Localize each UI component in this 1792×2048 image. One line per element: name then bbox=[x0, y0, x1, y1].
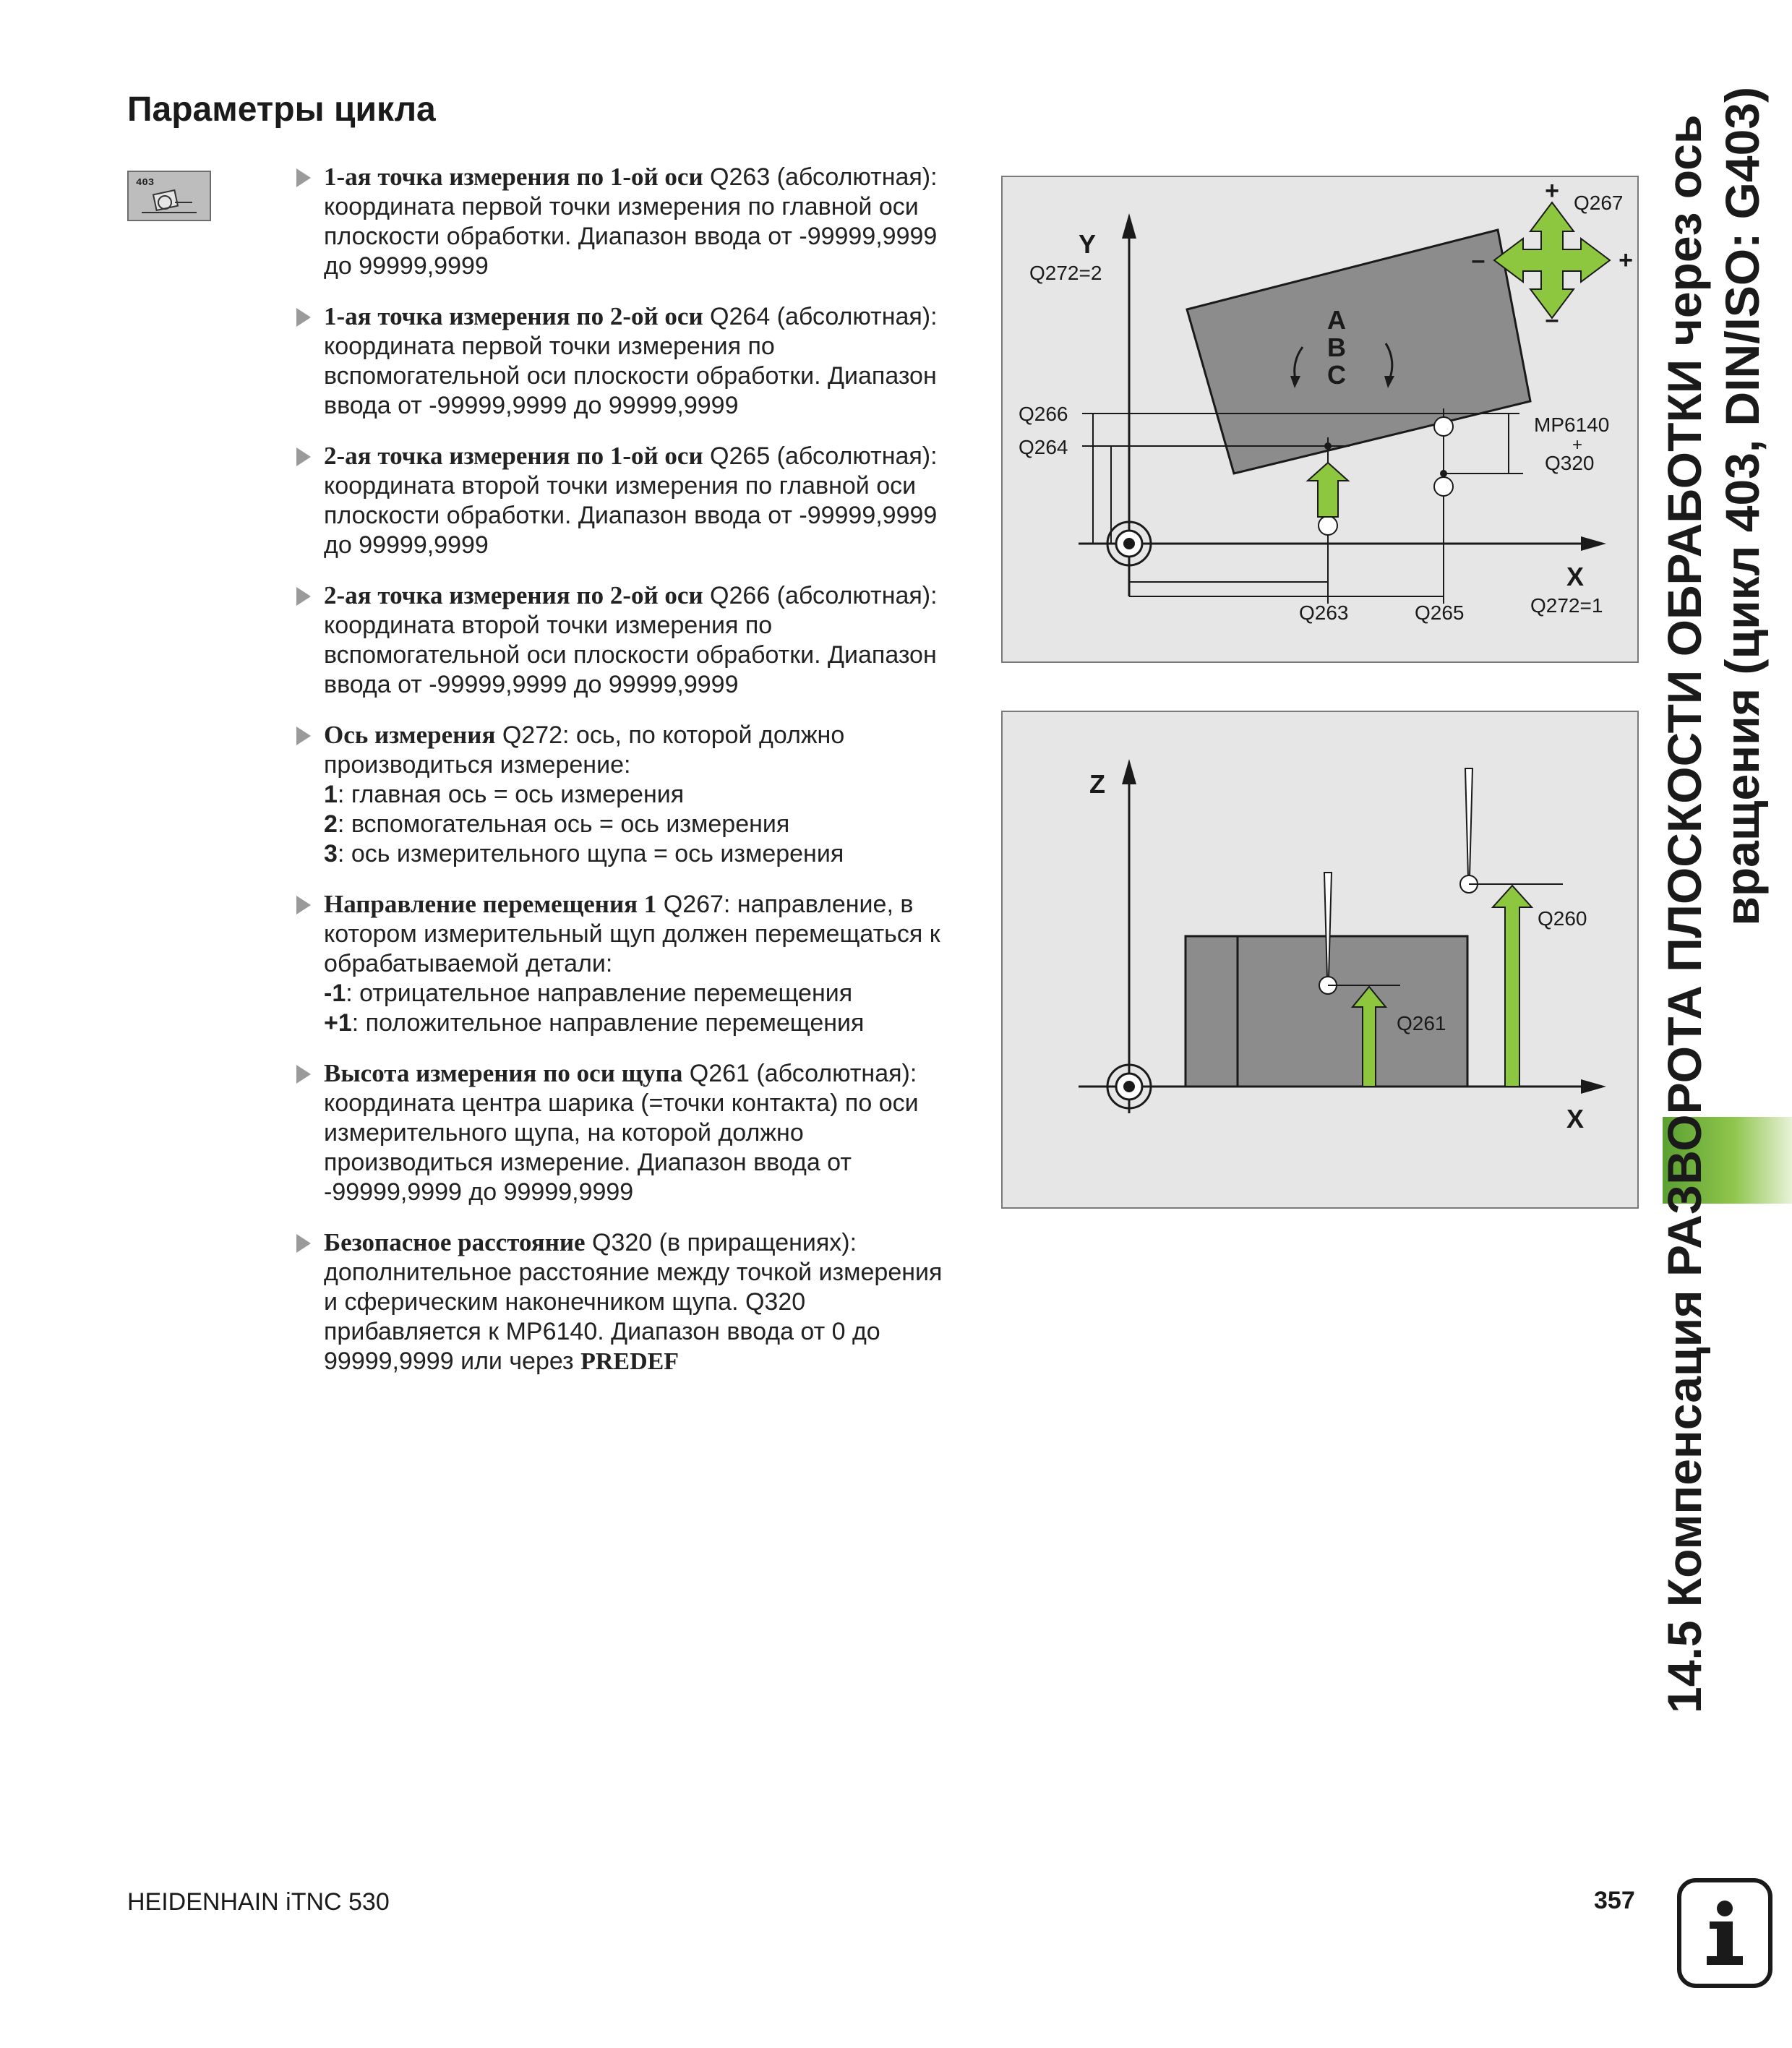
param-q261 bbox=[296, 1058, 961, 1207]
param-description: Q266 (абсолютная): координата второй точки измерения по вспомогательной оси плоскости обработки. Диапазон ввода от -99999,9999 до 99999,9999 bbox=[324, 582, 938, 698]
param-description: Q265 (абсолютная): координата второй точки измерения по главной оси плоскости обработки. Диапазон ввода от -99999,9999 до 99999,9999 bbox=[324, 442, 938, 559]
param-q267 bbox=[296, 889, 961, 1038]
q272-1-label: Q272=1 bbox=[1530, 594, 1603, 617]
param-description: Q272: ось, по которой должно производиться измерение: bbox=[324, 721, 845, 779]
probe-start-point bbox=[1434, 477, 1453, 496]
param-name: 2-ая точка измерения по 1-ой оси bbox=[324, 442, 703, 470]
bullet-triangle-icon bbox=[296, 168, 311, 187]
param-q263 bbox=[296, 162, 961, 281]
param-name: Ось измерения bbox=[324, 721, 496, 749]
param-description: Q263 (абсолютная): координата первой точки измерения по главной оси плоскости обработки. Диапазон ввода от -99999,9999 до 99999,9999 bbox=[324, 163, 938, 280]
figure-xy-plane bbox=[1001, 176, 1639, 663]
bullet-triangle-icon bbox=[296, 1234, 311, 1253]
q266-label: Q266 bbox=[1019, 403, 1068, 425]
param-name: Направление перемещения 1 bbox=[324, 890, 657, 918]
option-line: +1: положительное направление перемещения bbox=[324, 1009, 865, 1037]
bullet-triangle-icon bbox=[296, 727, 311, 745]
chapter-title-line2: вращения (цикл 403, DIN/ISO: G403) bbox=[1715, 87, 1769, 926]
label-b: B bbox=[1327, 333, 1346, 362]
param-description: Q264 (абсолютная): координата первой точки измерения по вспомогательной оси плоскости обработки. Диапазон ввода от -99999,9999 до 99999,9999 bbox=[324, 303, 938, 419]
chapter-title bbox=[1655, 87, 1771, 1713]
param-q264 bbox=[296, 301, 961, 421]
footer-product-name: HEIDENHAIN iTNC 530 bbox=[127, 1888, 390, 1916]
plus-right: + bbox=[1619, 247, 1633, 274]
probe-direction-arrow-icon bbox=[1308, 463, 1348, 517]
x-axis-label: X bbox=[1566, 1104, 1585, 1134]
probe-point bbox=[1434, 417, 1453, 436]
predef-keyword: PREDEF bbox=[580, 1348, 679, 1375]
param-name: Безопасное расстояние bbox=[324, 1228, 586, 1256]
q272-2-label: Q272=2 bbox=[1029, 262, 1102, 284]
q264-label: Q264 bbox=[1019, 436, 1068, 458]
minus-left: – bbox=[1471, 247, 1486, 274]
minus-bottom: – bbox=[1545, 306, 1559, 333]
q265-label: Q265 bbox=[1415, 601, 1465, 624]
option-line: 1: главная ось = ось измерения bbox=[324, 781, 685, 808]
param-q266 bbox=[296, 580, 961, 700]
probe-stylus-icon bbox=[1460, 768, 1478, 893]
probe-start-point bbox=[1319, 516, 1337, 535]
q261-label: Q261 bbox=[1397, 1012, 1446, 1034]
param-q320 bbox=[296, 1227, 961, 1376]
param-description: Q320 (в приращениях): дополнительное расстояние между точкой измерения и сферическим наконечником щупа. Q320 прибавляется к MP6140. Диапазон ввода от 0 до 99999,9999 или через bbox=[324, 1229, 943, 1375]
param-q265 bbox=[296, 441, 961, 560]
x-axis-label: X bbox=[1566, 562, 1585, 591]
option-line: 2: вспомогательная ось = ось измерения bbox=[324, 810, 790, 838]
param-q272 bbox=[296, 720, 961, 869]
plus-top: + bbox=[1545, 177, 1559, 205]
bullet-triangle-icon bbox=[296, 587, 311, 606]
y-axis-label: Y bbox=[1079, 229, 1097, 259]
bullet-triangle-icon bbox=[296, 308, 311, 327]
label-c: C bbox=[1327, 360, 1346, 390]
option-line: -1: отрицательное направление перемещения bbox=[324, 980, 853, 1007]
page-number: 357 bbox=[1594, 1887, 1635, 1914]
bullet-triangle-icon bbox=[296, 447, 311, 466]
cycle-403-softkey-icon bbox=[127, 171, 211, 221]
parameter-list bbox=[296, 162, 961, 1397]
param-description: Q261 (абсолютная): координата центра шарика (=точки контакта) по оси измерительного щупа, на которой должно производиться измерение. Диапазон ввода от -99999,9999 до 99999,9999 bbox=[324, 1060, 919, 1206]
param-name: 1-ая точка измерения по 2-ой оси bbox=[324, 302, 703, 330]
safety-height-arrow-icon bbox=[1493, 886, 1532, 1087]
plus-sign: + bbox=[1572, 435, 1583, 455]
bullet-triangle-icon bbox=[296, 1065, 311, 1084]
z-axis-label: Z bbox=[1089, 769, 1105, 799]
param-description: Q267: направление, в котором измерительный щуп должен перемещаться к обрабатываемой детали: bbox=[324, 891, 940, 977]
q267-label: Q267 bbox=[1574, 192, 1624, 214]
q263-label: Q263 bbox=[1299, 601, 1349, 624]
label-a: A bbox=[1327, 305, 1346, 335]
chapter-title-line1: 14.5 Компенсация РАЗВОРОТА ПЛОСКОСТИ ОБРАБОТКИ через ось bbox=[1658, 114, 1711, 1713]
param-name: 2-ая точка измерения по 2-ой оси bbox=[324, 581, 703, 609]
param-name: 1-ая точка измерения по 1-ой оси bbox=[324, 163, 703, 191]
bullet-triangle-icon bbox=[296, 896, 311, 914]
section-heading: Параметры цикла bbox=[127, 90, 436, 129]
figure-xz-plane bbox=[1001, 711, 1639, 1209]
option-line: 3: ось измерительного щупа = ось измерения bbox=[324, 840, 844, 867]
info-icon bbox=[1677, 1878, 1772, 1988]
cycle-icon-label: 403 bbox=[136, 177, 155, 189]
param-name: Высота измерения по оси щупа bbox=[324, 1059, 683, 1087]
mp6140-label: MP6140 bbox=[1534, 414, 1610, 436]
q260-label: Q260 bbox=[1538, 907, 1587, 930]
q320-label: Q320 bbox=[1545, 452, 1595, 474]
